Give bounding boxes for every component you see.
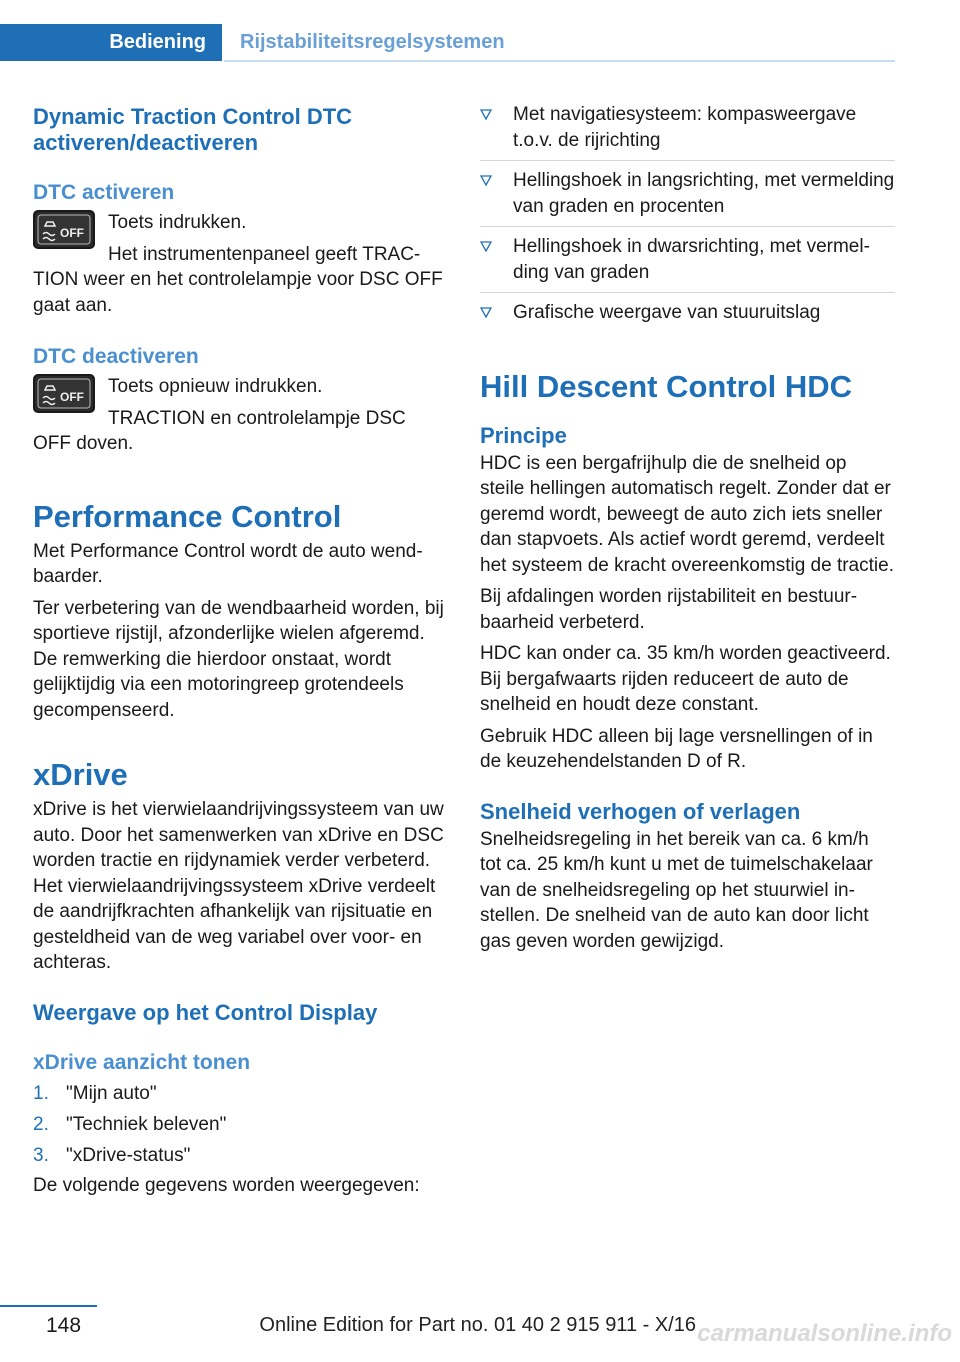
dtc-off-block (33, 372, 448, 457)
step-text: "Mijn auto" (66, 1082, 157, 1104)
right-column (480, 100, 895, 954)
list-item (480, 102, 895, 161)
xdrive-data-list (480, 102, 895, 333)
principe-p1: HDC is een bergafrijhulp die de snelheid op steile hellingen automatisch regelt. Zonder dat er geremd wordt, beweegt de auto zich iets sneller dan stapvoets. Als actief wordt geremd, verdeelt het systeem de kracht overeenkomstig de tractie. (480, 452, 894, 576)
page-number: 148 (46, 1314, 82, 1337)
dtc-on-p2b: TION weer en het controlelampje voor DSC OFF gaat aan. (33, 269, 443, 316)
dtc-off-p2a: TRACTION en controlelampje DSC (108, 407, 406, 429)
list-item (33, 1140, 448, 1171)
xdrive-title: xDrive (33, 757, 128, 792)
left-column (33, 100, 448, 1198)
dtc-off-button-icon (33, 210, 95, 249)
dtc-off-p1: Toets opnieuw indrukken. (108, 376, 323, 397)
xdrive-p1: xDrive is het vierwielaandrijvingssysteem van uw auto. Door het samenwerken van xDrive en DSC worden tractie en rijdynamiek verder verbeterd. Het vierwielaandrijvingssysteem xDrive verdeelt de aandrijfkrachten afhankelijk van rijsituatie en gesteldheid van de weg variabel over voor- en achteras. (33, 799, 444, 973)
principe-p4: Gebruik HDC alleen bij lage versnellingen of in de keuzehendelstanden D of R. (480, 725, 873, 772)
tab-rijstabiliteitsregelsystemen: Rijstabiliteitsregelsystemen (240, 31, 505, 53)
bullet-text: Hellingshoek in langsrichting, met vermelding van graden en procenten (513, 170, 895, 217)
edition-text: Online Edition for Part no. 01 40 2 915 911 - X/16 (259, 1314, 696, 1336)
list-item (33, 1078, 448, 1109)
xdrive-steps-list (33, 1078, 448, 1171)
watermark: carmanualsonline.info (697, 1320, 952, 1347)
speed-title: Snelheid verhogen of verlagen (480, 798, 801, 824)
step-text: "Techniek beleven" (66, 1113, 227, 1135)
triangle-bullet-icon (480, 241, 492, 253)
step-text: "xDrive-status" (66, 1144, 191, 1166)
triangle-bullet-icon (480, 175, 492, 187)
performance-title: Performance Control (33, 498, 342, 534)
hdc-title: Hill Descent Control HDC (480, 368, 853, 404)
performance-p2: Ter verbetering van de wendbaarheid worden, bij sportieve rijstijl, afzonderlijke wielen afgeremd. De remwerking die hierdoor onstaat, wordt gelijktijdig via een motoringreep grotendeels gecompenseerd. (33, 597, 444, 721)
page-header (0, 24, 895, 62)
triangle-bullet-icon (480, 307, 492, 319)
performance-p1: Met Performance Control wordt de auto wendbaarder. (33, 540, 423, 587)
list-item (480, 234, 895, 293)
step-number: 3. (33, 1144, 49, 1166)
speed-p1: Snelheidsregeling in het bereik van ca. 6 km/h tot ca. 25 km/h kunt u met de tuimelschakelaar van de snelheidsregeling op het stuurwiel instellen. De snelheid van de auto kan door licht gas geven worden gewijzigd. (480, 828, 873, 952)
list-item (480, 300, 895, 333)
bullet-text: Hellingshoek in dwarsrichting, met vermelding van graden (513, 236, 870, 283)
icon-off-label-2: OFF (60, 390, 84, 404)
dtc-off-p2b: OFF doven. (33, 433, 134, 454)
step-number: 1. (33, 1082, 49, 1104)
dtc-off-title: DTC deactiveren (33, 345, 199, 368)
after-steps-text: De volgende gegevens worden weergegeven: (33, 1174, 420, 1196)
bullet-text: Grafische weergave van stuuruitslag (513, 302, 821, 323)
dtc-on-title: DTC activeren (33, 181, 175, 204)
principe-p2: Bij afdalingen worden rijstabiliteit en bestuurbaarheid verbeterd. (480, 586, 858, 633)
dtc-on-block (33, 208, 448, 318)
list-item (33, 1109, 448, 1140)
dtc-off-button-icon-2 (33, 374, 95, 413)
xdrive-view-title: xDrive aanzicht tonen (33, 1050, 251, 1074)
footer-divider (0, 1305, 97, 1307)
dtc-on-p2a: Het instrumentenpaneel geeft TRAC- (108, 243, 421, 265)
step-number: 2. (33, 1113, 49, 1135)
dtc-section-title: Dynamic Traction Control DTC activeren/deactiveren (33, 104, 353, 155)
tab-bediening: Bediening (0, 24, 222, 61)
icon-off-label: OFF (60, 226, 84, 240)
header-divider (224, 60, 895, 62)
triangle-bullet-icon (480, 109, 492, 121)
list-item (480, 168, 895, 227)
control-display-title: Weergave op het Control Display (33, 999, 378, 1025)
dtc-on-p1: Toets indrukken. (108, 212, 247, 233)
bullet-text: Met navigatiesysteem: kompasweergave t.o.v. de rijrichting (513, 104, 857, 151)
principe-p3: HDC kan onder ca. 35 km/h worden geactiveerd. Bij bergafwaarts rijden reduceert de auto de snelheid en houdt deze constant. (480, 643, 891, 715)
principe-title: Principe (480, 422, 567, 448)
